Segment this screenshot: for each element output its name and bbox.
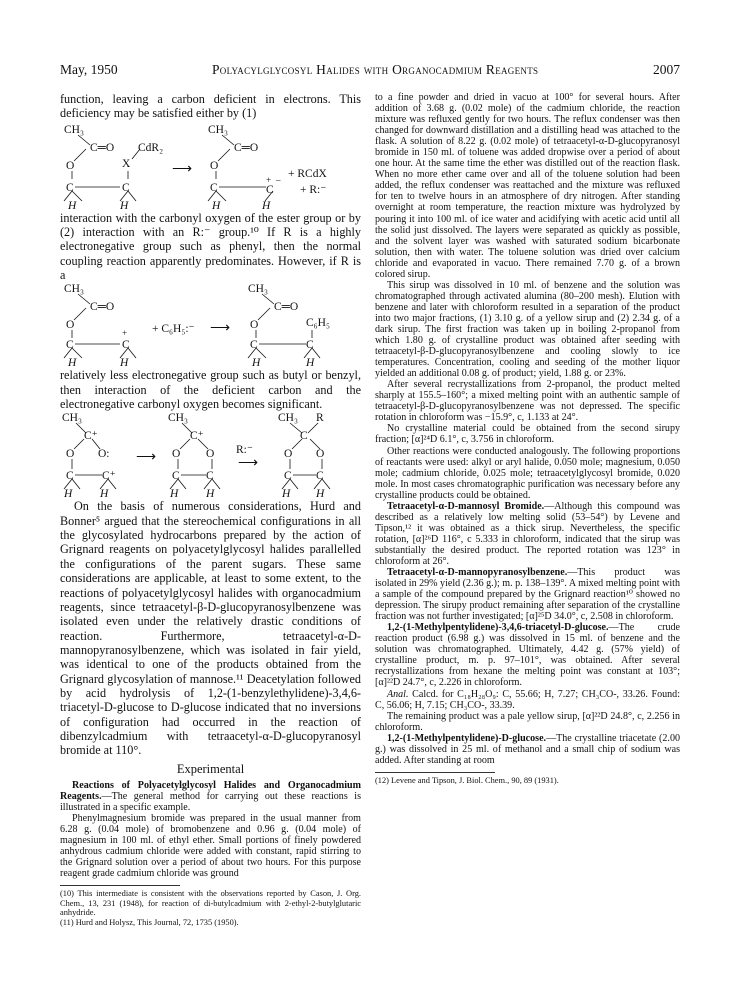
- chem-label: R: [316, 412, 324, 425]
- chem-label: +: [266, 174, 272, 185]
- paragraph: [375, 501, 680, 567]
- chem-label: C: [122, 339, 130, 352]
- chem-label: H: [206, 488, 215, 500]
- paragraph: After several recrystallizations from 2-propanol, the product melted sharply at 155.5–160°; a mixed melting point with an authentic sample of tetraacetyl-β-D-glucopyranosylbenzene was not depressed. The specific rotation in chloroform was −15.9°, c, 1.133 at 24°.: [375, 379, 680, 424]
- header-date: May, 1950: [60, 62, 118, 77]
- chem-label: H: [100, 488, 109, 500]
- chem-label: CH₃: [208, 123, 228, 136]
- running-header: [60, 62, 680, 80]
- chem-label: CdR₂: [138, 141, 164, 154]
- chem-label: O: [316, 448, 325, 461]
- left-column: [60, 92, 361, 927]
- paragraph-body: —This product was isolated in 29% yield (2.36 g.); m. p. 138–139°. A mixed melting point with a sample of the compound prepared by the Grignard reaction¹⁰ showed no depression. The sirupy product remaining after separation of the crystalline fraction was not further investigated; [α]²⁵D 34.0°, c, 2.508 in chloroform.: [375, 567, 680, 623]
- paragraph: Phenylmagnesium bromide was prepared in the usual manner from 6.28 g. (0.04 mole) of bromobenzene and 0.96 g. (0.04 mole) of magnesium in 100 ml. of ethyl ether. Small portions of finely powdered anhydrous cadmium chloride were added with constant, rapid stirring to the Grignard solution over a period of about two hours. For this purpose reagent grade cadmium chloride was ground: [60, 812, 361, 879]
- chem-label: C: [306, 339, 314, 352]
- chem-label: H: [64, 488, 73, 500]
- chem-label: + C₆H₅:⁻: [152, 323, 195, 336]
- footnote: (11) Hurd and Holysz, This Journal, 72, 1735 (1950).: [60, 917, 239, 927]
- paragraph: [375, 733, 680, 766]
- paragraph: [60, 780, 361, 813]
- paragraph: interaction with the carbonyl oxygen of the ester group or by (2) interaction with an R:⁻ group.¹⁰ If R is a highly electronegative group such as phenyl, then the normal coupling reaction apparently predominates. However, if R is a: [60, 210, 361, 283]
- chem-label: O:: [98, 448, 110, 461]
- chem-label: O: [284, 448, 293, 461]
- paragraph-body: —The crude reaction product (6.98 g.) was dissolved in 15 ml. of benzene and the solution was chromatographed. Ultimately, 4.42 g. (57% yield) of crystalline product, m. p. 97–101°, was obtained. After several recrystallizations from hexane the melting point was constant at 103°; [α]²²D 24.7°, c, 2.226 in chloroform.: [375, 622, 680, 689]
- reaction-scheme-2: [60, 282, 361, 368]
- paragraph: [375, 689, 680, 711]
- run-in-heading: 1,2-(1-Methylpentylidene)-3,4,6-triacetyl-D-glucose.: [387, 622, 609, 634]
- paragraph-body: —The general method for carrying out these reactions is illustrated in a specific example.: [60, 790, 361, 813]
- paragraph-body: —Although this compound was described as a relatively low melting solid (53–54°) by Levene and Tipson,¹² it was obtained as a thick sirup. Nevertheless, the specific rotation, [α]²⁶D 116°, c 5.333 in chloroform, indicated that the sirup was substantially the desired product. The reported rotation was 123° in chloroform at 26°.: [375, 500, 681, 567]
- chem-label: H: [212, 199, 221, 211]
- chem-label: –: [276, 174, 281, 185]
- paragraph: [375, 567, 680, 622]
- chem-label: O: [66, 159, 75, 172]
- paragraph: No crystalline material could be obtained from the second sirupy fraction; [α]²⁴D 6.1°, c, 3.756 in chloroform.: [375, 423, 680, 446]
- reaction-arrow: ⟶: [136, 450, 157, 466]
- section-title: Experimental: [176, 761, 245, 776]
- run-in-heading: 1,2-(1-Methylpentylidene)-D-glucose.: [387, 732, 547, 744]
- chem-label: CH₃: [64, 123, 84, 136]
- chem-label: O: [172, 448, 181, 461]
- footnote-rule: [375, 772, 495, 773]
- chem-label: C: [172, 470, 180, 483]
- chem-label: C: [300, 430, 308, 443]
- chem-label: O: [206, 448, 215, 461]
- chem-label: + R:⁻: [300, 183, 327, 196]
- chem-label: C: [316, 470, 324, 483]
- paragraph: function, leaving a carbon deficient in electrons. This deficiency may be satisfied either by (1): [60, 92, 361, 121]
- chem-label: C: [250, 339, 258, 352]
- chem-label: C₆H₅: [306, 317, 330, 330]
- chem-label: CH₃: [62, 412, 82, 425]
- chem-label: R:⁻: [236, 444, 253, 457]
- reaction-scheme-3: [60, 411, 361, 499]
- chem-label: C⁺: [102, 470, 116, 483]
- page-number: 2007: [653, 62, 680, 77]
- chem-label: O: [66, 319, 75, 332]
- chem-label: + RCdX: [288, 167, 327, 180]
- reaction-arrow: ⟶: [238, 456, 259, 472]
- chem-label: C═O: [274, 301, 299, 314]
- chem-label: H: [120, 199, 129, 211]
- reaction-arrow: ⟶: [210, 321, 231, 337]
- chem-label: CH₃: [168, 412, 188, 425]
- chem-label: H: [316, 488, 325, 500]
- chem-label: C⁺: [84, 430, 98, 443]
- chem-label: C: [66, 339, 74, 352]
- chem-label: CH₃: [248, 283, 268, 296]
- chem-label: C: [206, 470, 214, 483]
- footnote-rule: [60, 885, 180, 886]
- chem-label: C═O: [90, 301, 115, 314]
- chem-label: C: [122, 181, 130, 194]
- chem-label: H: [68, 357, 77, 369]
- chem-label: +: [122, 328, 128, 339]
- run-in-heading: Tetraacetyl-α-D-mannopyranosylbenzene.: [387, 567, 568, 579]
- chem-label: C: [284, 470, 292, 483]
- chem-label: C⁺: [190, 430, 204, 443]
- chem-label: C═O: [90, 141, 115, 154]
- right-column: [375, 92, 680, 785]
- paragraph: This sirup was dissolved in 10 ml. of benzene and the solution was chromatographed through activated alumina (80–200 mesh). Elution with benzene and later with chloroform resulted in a separation of the product into two major fractions, (1) 3.10 g. of a yellow sirup and (2) 2.34 g. of a dark sirup. The first fraction was taken up in boiling 2-propanol from which 1.80 g. of crystalline product was obtained after seeding with tetraacetyl-β-D-glucopyranosylbenzene and cooling slowly to ice temperatures. Concentration, cooling and seeding of the mother liquor yielded an additional 0.08 g. of product; yield, 1.88 g. or 23%.: [375, 279, 680, 380]
- paragraph: to a fine powder and dried in vacuo at 100° for several hours. After addition of 3.68 g. (0.02 mole) of the cadmium chloride, the reaction mixture was refluxed gently for two hours. The reflux condenser was then changed for downward distillation and a distilling head was attached to the flask. A solution of 8.22 g. (0.02 mole) of tetraacetyl-α-D-glucopyranosyl bromide in 150 ml. of toluene was added dropwise over a period of about one hour. At the same time the ether was distilled out of the reaction flask. When no more ether came over and all of the toluene solution had been added, the reflux condenser was reattached and the mixture was refluxed for ten to twelve hours in an atmosphere of dry nitrogen. After standing overnight at room temperature, the reaction mixture was hydrolyzed by pouring it into 100 ml. of ice water and acidifying with acetic acid until all the solid just dissolved. The layers were separated as quickly as possible, and the solvent layer was washed with saturated sodium bicarbonate solution, then with water. The toluene solution was dried over calcium chloride and evaporated in vacuo. There remained 7.70 g. of a brown colored sirup.: [375, 92, 680, 280]
- paragraph-body: Calcd. for C₁₈H₂₈O₉: C, 55.66; H, 7.27; CH₃CO-, 33.26. Found: C, 56.06; H, 7.15; CH₃CO-, 33.39.: [375, 688, 680, 711]
- paragraph: Other reactions were conducted analogously. The following proportions of reactants were used: alkyl or aryl halide, 0.050 mole; magnesium, 0.050 mole; cadmium chloride, 0.025 mole; tetraacetylglycosyl bromide, 0.020 mole. In most cases chromatographic purification was necessary before any crystalline products could be obtained.: [375, 445, 680, 501]
- chem-label: C: [66, 470, 74, 483]
- chem-label: H: [68, 199, 77, 211]
- chem-label: H: [282, 488, 291, 500]
- run-in-heading: Reactions of Polyacetylglycosyl Halides and Organocadmium Reagents.: [60, 779, 361, 802]
- chem-label: O: [210, 159, 219, 172]
- analysis-label: Anal.: [387, 688, 409, 700]
- footnote: (10) This intermediate is consistent with the observations reported by Cason, J. Org. Chem., 13, 231 (1948), for reaction of di-butylcadmium with 2-ethyl-2-butylglutaric anhydride.: [60, 889, 361, 918]
- header-title: Polyacylglycosyl Halides with Organocadmium Reagents: [212, 62, 539, 77]
- chem-label: H: [262, 199, 271, 211]
- run-in-heading: Tetraacetyl-α-D-mannosyl Bromide.: [387, 500, 545, 512]
- paragraph: relatively less electronegative group such as butyl or benzyl, then interaction of the deficient carbon and the electronegative carbonyl oxygen becomes significant.: [60, 368, 361, 412]
- footnote: (12) Levene and Tipson, J. Biol. Chem., 90, 89 (1931).: [375, 775, 559, 785]
- chem-label: X: [122, 157, 131, 170]
- paragraph: The remaining product was a pale yellow sirup, [α]²²D 24.8°, c, 2.256 in chloroform.: [375, 710, 680, 733]
- reaction-scheme-1: [60, 121, 361, 211]
- chem-label: H: [120, 357, 129, 369]
- chem-label: O: [66, 448, 75, 461]
- chem-label: C: [210, 181, 218, 194]
- chem-label: H: [306, 357, 315, 369]
- chem-label: C: [266, 183, 274, 196]
- chem-label: C═O: [234, 141, 259, 154]
- paragraph: On the basis of numerous considerations, Hurd and Bonner⁵ argued that the stereochemical configurations in all the glycosylated hydrocarbons prepared by the action of Grignard reagents on polyacetylglycosyl halides parallelled the configurations of the parent sugars. These same considerations are applicable, at least to some extent, to the reactions of polyacetylglycosyl halides with organocadmium reagents, since tetraacetyl-β-D-glucopyranosylbenzene was isolated even under the relatively drastic conditions of reaction. Furthermore, tetraacetyl-α-D-mannopyranosylbenzene, which was isolated in fair yield, was identical to one of the products obtained from the Grignard glycosylation of mannose.¹¹ Deacetylation followed by acid hydrolysis of 1,2-(1-benzylethylidene)-3,4,6-triacetyl-D-glucose to D-glucose indicated that no inversions of configuration had occurred in the reaction of dibenzylcadmium with tetraacetyl-α-D-glucopyranosyl bromide at 110°.: [60, 499, 361, 758]
- reaction-arrow: ⟶: [172, 161, 193, 177]
- chem-label: H: [170, 488, 179, 500]
- chem-label: H: [252, 357, 261, 369]
- paragraph-body: —The crystalline triacetate (2.00 g.) was dissolved in 25 ml. of methanol and a small chip of sodium was added. After standing at room: [375, 732, 680, 766]
- chem-label: C: [66, 181, 74, 194]
- paragraph: [375, 622, 680, 688]
- chem-label: CH₃: [278, 412, 298, 425]
- chem-label: CH₃: [64, 283, 84, 296]
- chem-label: O: [250, 319, 259, 332]
